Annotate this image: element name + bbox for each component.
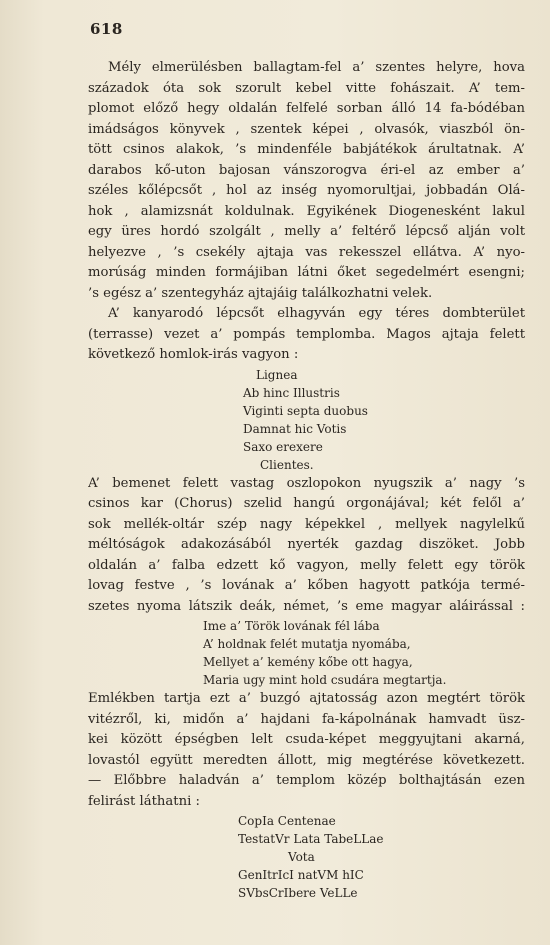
inscription-line: Saxo erexere bbox=[243, 439, 323, 454]
verse-line: A’ holdnak felét mutatja nyomába, bbox=[203, 637, 411, 651]
paragraph-3 bbox=[88, 474, 525, 618]
verse-line: Maria ugy mint hold csudára megtartja. bbox=[203, 673, 447, 687]
text-line: széles kőlépcsőt , hol az inség nyomorultjai, jobbadán Olá- bbox=[88, 183, 525, 198]
inscription-line: Damnat hic Votis bbox=[243, 421, 347, 436]
text-line: oldalán a’ falba edzett kő vagyon, melly felett egy török bbox=[88, 557, 525, 573]
text-line: századok óta sok szorult kebel vitte fohászait. A’ tem- bbox=[88, 80, 525, 96]
text-line: morúság minden formájiban látni őket segedelmért esengni; bbox=[88, 265, 525, 280]
page-number: 618 bbox=[90, 20, 123, 38]
text-line: hok , alamizsnát koldulnak. Egyikének Diogenesként lakul bbox=[88, 203, 525, 219]
text-line: imádságos könyvek , szentek képei , olvasók, viaszból ön- bbox=[88, 121, 525, 137]
text-line: szetes nyoma látszik deák, német, ’s eme magyar aláirással : bbox=[88, 598, 525, 614]
hungarian-verse bbox=[88, 617, 525, 689]
text-line: egy üres hordó szolgált , melly a’ feltérő lépcső alján volt bbox=[88, 224, 525, 239]
text-line: darabos kő-uton bajosan vánszorogva éri-el az ember a’ bbox=[88, 162, 525, 178]
text-line: csinos kar (Chorus) szelid hangú orgonájával; két felől a’ bbox=[88, 496, 525, 511]
text-line: sok mellék-oltár szép nagy képekkel , mellyek nagylelkű bbox=[88, 516, 525, 532]
text-line: — Előbbre haladván a’ templom közép bolthajtásán ezen bbox=[88, 773, 525, 788]
inscription-line: Clientes. bbox=[260, 457, 314, 472]
text-line: plomot előző hegy oldalán felfelé sorban álló 14 fa-bódéban bbox=[88, 101, 525, 116]
text-line: lovag festve , ’s lovának a’ kőben hagyott patkója termé- bbox=[88, 578, 525, 593]
inscription-line: GenItrIcI natVM hIC bbox=[238, 868, 364, 882]
text-line: felirást láthatni : bbox=[88, 793, 200, 809]
inscription-line: SVbsCrIbere VeLLe bbox=[238, 886, 358, 900]
inscription-line: Viginti septa duobus bbox=[243, 403, 368, 418]
inscription-line: Lignea bbox=[256, 367, 298, 382]
text-line: lovastól együtt meredten állott, mig megtérése következett. bbox=[88, 752, 525, 768]
text-line: A’ kanyarodó lépcsőt elhagyván egy téres dombterület bbox=[108, 306, 525, 321]
inscription-line: Vota bbox=[288, 850, 315, 864]
text-line: helyezve , ’s csekély ajtaja vas rekesszel ellátva. A’ nyo- bbox=[88, 244, 525, 260]
paragraph-4 bbox=[88, 689, 525, 812]
paragraph-2 bbox=[88, 304, 525, 366]
text-line: (terrasse) vezet a’ pompás templomba. Magos ajtaja felett bbox=[88, 326, 525, 342]
text-line: következő homlok-irás vagyon : bbox=[88, 347, 299, 362]
inscription-line: CopIa Centenae bbox=[238, 814, 336, 828]
verse-line: Mellyet a’ kemény kőbe ott hagya, bbox=[203, 655, 413, 669]
text-line: Emlékben tartja ezt a’ buzgó ajtatosság azon megtért török bbox=[88, 691, 525, 706]
text-line: méltóságok adakozásából nyerték gazdag diszöket. Jobb bbox=[88, 537, 525, 552]
paragraph-1 bbox=[88, 58, 525, 304]
text-line: vitézről, ki, midőn a’ hajdani fa-kápolnának hamvadt üsz- bbox=[88, 711, 525, 727]
page-text bbox=[88, 58, 525, 902]
text-line: ’s egész a’ szentegyház ajtajáig találkozhatni velek. bbox=[88, 285, 433, 301]
verse-line: Ime a’ Török lovának fél lába bbox=[203, 619, 380, 633]
text-line: tött csinos alakok, ’s mindenféle babjátékok árultatnak. A’ bbox=[88, 142, 525, 157]
latin-inscription-2 bbox=[88, 812, 525, 902]
text-line: kei között épségben lelt csuda-képet meggyujtani akarná, bbox=[88, 732, 525, 747]
inscription-line: Ab hinc Illustris bbox=[243, 385, 340, 400]
text-line: Mély elmerülésben ballagtam-fel a’ szentes helyre, hova bbox=[108, 60, 525, 75]
inscription-line: TestatVr Lata TabeLLae bbox=[238, 832, 384, 846]
text-line: A’ bemenet felett vastag oszlopokon nyugszik a’ nagy ’s bbox=[88, 475, 525, 491]
latin-inscription-1 bbox=[88, 366, 525, 474]
